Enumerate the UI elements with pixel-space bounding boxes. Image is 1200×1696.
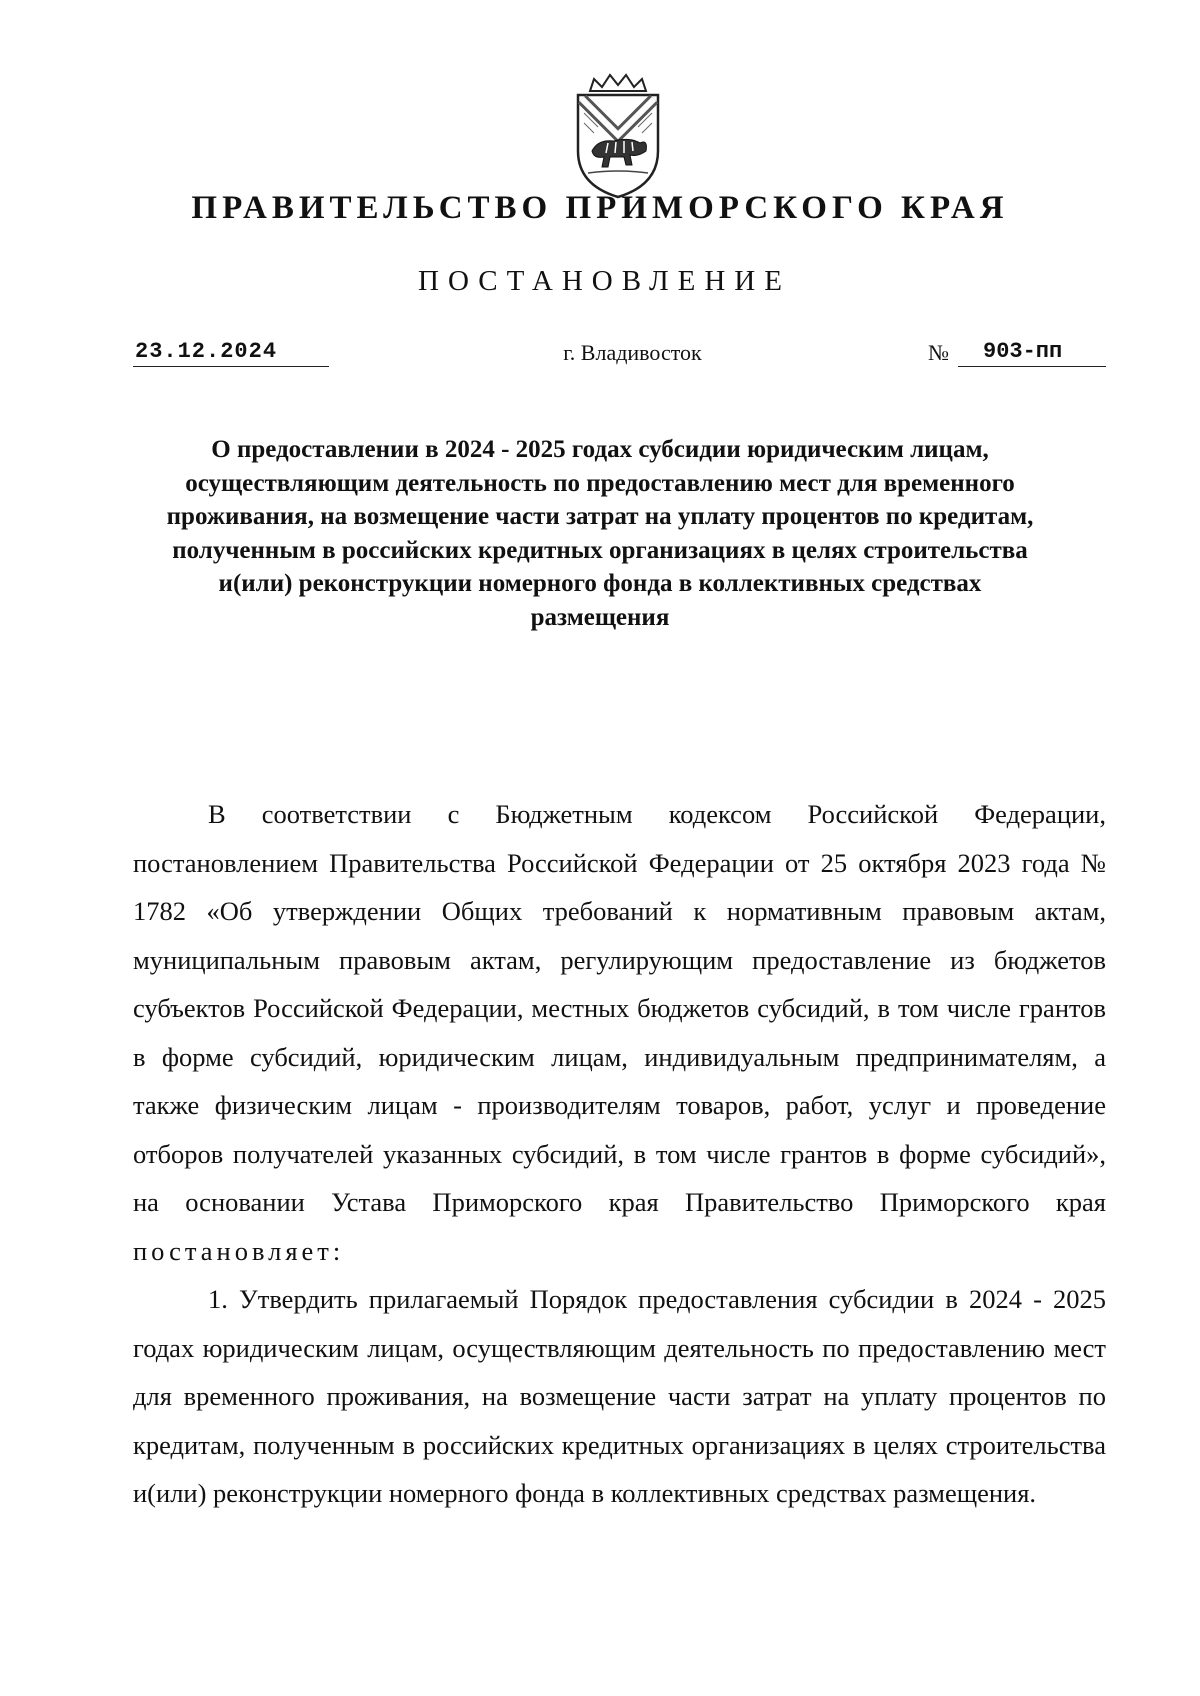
- preamble-paragraph: [133, 790, 1106, 1275]
- document-number: 903-пп: [958, 338, 1106, 367]
- document-kind-title: ПОСТАНОВЛЕНИЕ: [418, 265, 791, 297]
- document-meta-row: [133, 338, 1106, 378]
- document-date: 23.12.2024: [133, 338, 329, 367]
- government-title: ПРАВИТЕЛЬСТВО ПРИМОРСКОГО КРАЯ: [191, 190, 1009, 226]
- document-city: г. Владивосток: [563, 340, 702, 365]
- document-subject: О предоставлении в 2024 - 2025 годах субсидии юридическим лицам, осуществляющим деятельность по предоставлению мест для временного проживания, на возмещение части затрат на уплату процентов по кредитам, полученным в российских кредитных организациях в целях строительства и(или) реконструкции номерного фонда в коллективных средствах размещения: [166, 436, 1034, 631]
- item-1-paragraph: 1. Утвердить прилагаемый Порядок предоставления субсидии в 2024 - 2025 годах юридическим лицам, осуществляющим деятельность по предоставлению мест для временного проживания, на возмещение части затрат на уплату процентов по кредитам, полученным в российских кредитных организациях в целях строительства и(или) реконструкции номерного фонда в коллективных средствах размещения.: [133, 1284, 1106, 1508]
- document-body: [133, 790, 1106, 1518]
- number-sign: №: [928, 340, 949, 365]
- preamble-text: В соответствии с Бюджетным кодексом Российской Федерации, постановлением Правительства Российской Федерации от 25 октября 2023 года № 1782 «Об утверждении Общих требований к нормативным правовым актам, муниципальным правовым актам, регулирующим предоставление из бюджетов субъектов Российской Федерации, местных бюджетов субсидий, в том числе грантов в форме субсидий, юридическим лицам, индивидуальным предпринимателям, а также физическим лицам - производителям товаров, работ, услуг и проведение отборов получателей указанных субсидий, в том числе грантов в форме субсидий», на основании Устава Приморского края Правительство Приморского края: [133, 799, 1106, 1217]
- coat-of-arms-icon: [568, 73, 668, 201]
- resolves-word: постановляет:: [133, 1235, 345, 1266]
